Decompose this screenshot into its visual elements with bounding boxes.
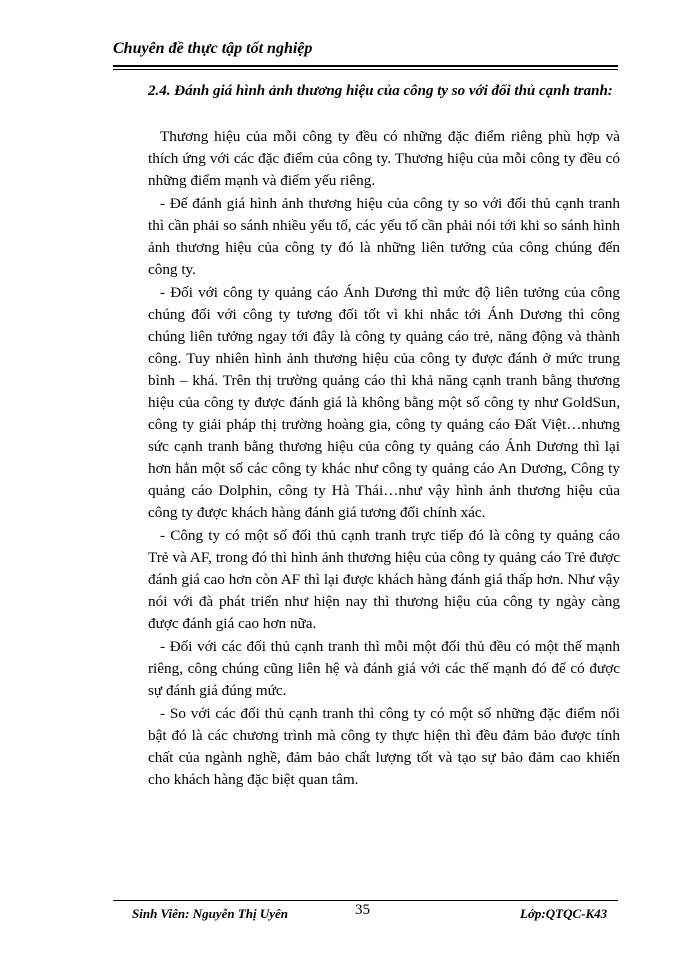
header-rule-secondary — [113, 69, 618, 70]
page-number: 35 — [355, 902, 370, 918]
section-body — [148, 126, 620, 791]
paragraph-comparison-factors: - Để đánh giá hình ảnh thương hiệu của công ty so với đối thủ cạnh tranh thì cần phải so sánh nhiều yếu tố, các yếu tố cần phải nói tới khi so sánh hình ảnh thương hiệu của công ty đó là những liên tưởng của công chúng đến công ty. — [148, 195, 620, 278]
footer-class: Lớp:QTQC-K43 — [520, 906, 608, 921]
page-header-title: Chuyên đề thực tập tốt nghiệp — [113, 40, 313, 57]
paragraph-company-highlights: - So với các đối thủ cạnh tranh thì công ty có một số những đặc điểm nổi bật đó là các chương trình mà công ty thực hiện thì đều đảm bảo được tính chất của ngành nghề, đảm bảo chất lượng tốt và tạo sự bảo đảm cao khiến cho khách hàng đặc biệt quan tâm. — [148, 705, 620, 788]
paragraph-competitor-strengths: - Đối với các đối thủ cạnh tranh thì mỗi một đối thủ đều có một thế mạnh riêng, công chúng cũng liên hệ và đánh giá với các thế mạnh đó để có được sự đánh giá đúng mức. — [148, 638, 620, 699]
paragraph-intro: Thương hiệu của mỗi công ty đều có những đặc điểm riêng phù hợp và thích ứng với các đặc điểm của công ty. Thương hiệu của mỗi công ty đều có những điểm mạnh và điểm yếu riêng. — [148, 128, 620, 189]
paragraph-direct-competitors: - Công ty có một số đối thủ cạnh tranh trực tiếp đó là công ty quảng cáo Trẻ và AF, trong đó thì hình ảnh thương hiệu của công ty quảng cáo Trẻ được đánh giá cao hơn còn AF thì lại được khách hàng đánh giá thấp hơn. Như vậy nói với đà phát triển như hiện nay thì thương hiệu của công ty ngày càng được đánh giá cao hơn nữa. — [148, 527, 620, 632]
paragraph-anh-duong: - Đối với công ty quảng cáo Ánh Dương thì mức độ liên tưởng của công chúng đối với công ty tương đối tốt vì khi nhắc tới Ánh Dương thì công chúng liên tưởng ngay tới đây là công ty quảng cáo trẻ, năng động và thành công. Tuy nhiên hình ảnh thương hiệu của công ty được đánh ở mức trung bình – khá. Trên thị trường quảng cáo thì khả năng cạnh tranh bằng thương hiệu của công ty được đánh giá là không bằng một số công ty như GoldSun, công ty giải pháp thị trường hoàng gia, công ty quảng cáo Đất Việt…nhưng sức cạnh tranh bằng thương hiệu của công ty quảng cáo Ánh Dương thì lại hơn hẳn một số các công ty khác như công ty quảng cáo An Dương, Công ty quảng cáo Dolphin, công ty Hà Thái…như vậy hình ảnh thương hiệu của công ty được khách hàng đánh giá tương đối chính xác. — [148, 284, 620, 521]
section-heading: 2.4. Đánh giá hình ảnh thương hiệu của công ty so với đối thủ cạnh tranh: — [148, 83, 613, 99]
header-rule — [113, 65, 618, 67]
footer-student-name: Sinh Viên: Nguyễn Thị Uyên — [132, 906, 289, 921]
footer-rule — [113, 900, 618, 901]
